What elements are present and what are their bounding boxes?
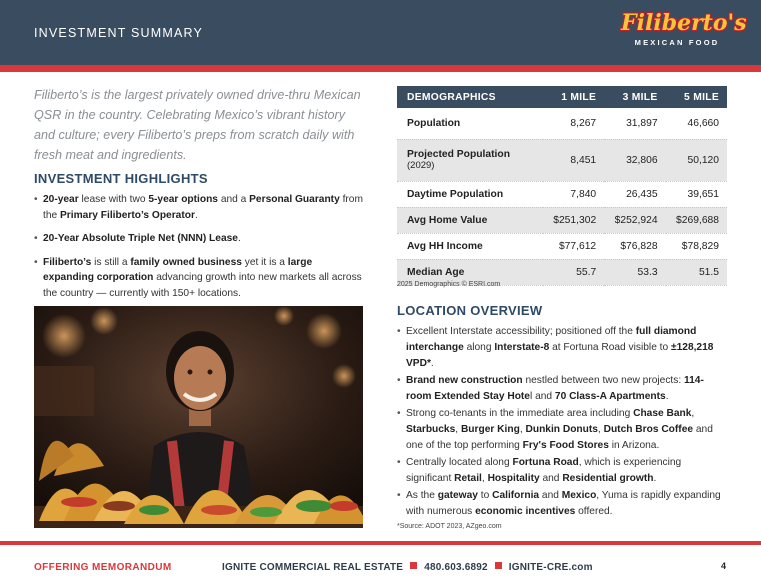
text: along: [463, 342, 495, 353]
table-cell: 32,806: [604, 139, 665, 181]
bold-text: 114-room Extended Stay Hote: [406, 375, 704, 402]
location-overview-heading: LOCATION OVERVIEW: [397, 303, 543, 318]
bold-text: Dunkin Donuts: [525, 424, 598, 435]
row-label-subtext: (2029): [407, 160, 435, 171]
text: .: [665, 391, 669, 402]
bold-text: 20-year: [43, 194, 79, 205]
bold-text: full diamond interchange: [406, 326, 697, 353]
investment-highlights-heading: INVESTMENT HIGHLIGHTS: [34, 171, 208, 186]
text: ,: [691, 408, 695, 419]
location-item: [397, 488, 727, 520]
filibertos-logo: [621, 10, 747, 58]
table-cell: 55.7: [543, 259, 604, 285]
bold-text: economic incentives: [475, 506, 576, 517]
logo-subtitle: MEXICAN FOOD: [634, 38, 720, 47]
table-cell: $77,612: [543, 233, 604, 259]
highlight-item: [34, 192, 364, 223]
table-cell: $252,924: [604, 207, 665, 233]
bold-text: Personal Guaranty: [249, 194, 340, 205]
table-cell: 39,651: [666, 181, 727, 207]
footer-company: IGNITE COMMERCIAL REAL ESTATE: [222, 562, 404, 573]
text: As the: [406, 490, 438, 501]
text: and one of the top performing: [406, 424, 713, 451]
table-cell: 51.5: [666, 259, 727, 285]
text: is still a: [91, 256, 131, 268]
bold-text: Mexico: [561, 490, 597, 501]
demographics-table: [397, 86, 727, 286]
row-label: Population: [397, 108, 543, 139]
row-label-text: Projected Population: [407, 149, 510, 160]
bold-text: Fortuna Road: [512, 457, 579, 468]
page-title: INVESTMENT SUMMARY: [34, 26, 204, 40]
highlight-item: [34, 255, 364, 302]
text: advancing growth into new markets all across the country — currently with 150+ locations.: [43, 272, 362, 299]
text: Excellent Interstate accessibility; positioned off the: [406, 326, 636, 337]
footer-accent-stripe: [0, 541, 761, 545]
page-number: 4: [721, 561, 727, 571]
location-item: [397, 373, 727, 405]
location-source-note: *Source: ADOT 2023, AZgeo.com: [397, 523, 502, 530]
bold-text: family owned business: [130, 256, 242, 268]
table-cell: 31,897: [604, 108, 665, 139]
text: to: [477, 490, 493, 501]
text: ,: [519, 424, 526, 435]
table-row: [397, 233, 727, 259]
bold-text: gateway: [437, 490, 478, 501]
demographics-source-note: 2025 Demographics © ESRI.com: [397, 281, 501, 288]
restaurant-photo: [34, 306, 363, 528]
table-cell: 50,120: [666, 139, 727, 181]
bold-text: Burger King: [460, 424, 520, 435]
text: Centrally located along: [406, 457, 513, 468]
row-label: [397, 139, 543, 181]
location-item: [397, 324, 727, 372]
text: Strong co-tenants in the immediate area including: [406, 408, 634, 419]
table-row: [397, 139, 727, 181]
row-label: Median Age: [397, 259, 543, 285]
text: in Arizona.: [608, 440, 660, 451]
text: .: [430, 358, 434, 369]
table-row: [397, 207, 727, 233]
bold-text: California: [492, 490, 540, 501]
text: ,: [597, 424, 604, 435]
row-label: Avg Home Value: [397, 207, 543, 233]
bold-text: Hospitality: [487, 473, 540, 484]
location-item: [397, 455, 727, 487]
bold-text: 70 Class-A Apartments: [554, 391, 666, 402]
table-cell: 53.3: [604, 259, 665, 285]
table-row: [397, 108, 727, 139]
text: ,: [455, 424, 461, 435]
column-header: 1 MILE: [543, 86, 604, 108]
location-overview-list: [397, 324, 727, 521]
text: , Yuma is rapidly expanding with numerous: [406, 490, 721, 517]
table-cell: 7,840: [543, 181, 604, 207]
bold-text: Residential growth: [562, 473, 654, 484]
bold-text: Brand new construction: [406, 375, 523, 386]
separator-square-icon: [495, 562, 502, 569]
bold-text: 5-year options: [148, 194, 218, 205]
table-cell: 8,267: [543, 108, 604, 139]
table-cell: $251,302: [543, 207, 604, 233]
table-cell: $269,688: [666, 207, 727, 233]
table-cell: $78,829: [666, 233, 727, 259]
text: .: [653, 473, 657, 484]
investment-highlights-list: [34, 192, 364, 309]
row-label: Daytime Population: [397, 181, 543, 207]
column-header: DEMOGRAPHICS: [397, 86, 543, 108]
text: ,: [481, 473, 488, 484]
footer-website-link[interactable]: IGNITE-CRE.com: [508, 562, 593, 573]
bold-text: Starbucks: [406, 424, 456, 435]
bold-text: Filiberto’s: [43, 256, 92, 268]
woman-with-tacos-image: [34, 306, 363, 528]
text: , which is experiencing significant: [406, 457, 682, 484]
table-cell: $76,828: [604, 233, 665, 259]
table-cell: 26,435: [604, 181, 665, 207]
bold-text: Retail: [454, 473, 482, 484]
text: yet it is a: [241, 256, 288, 268]
bold-text: large expanding corporation: [43, 256, 313, 283]
bold-text: Dutch Bros Coffee: [603, 424, 694, 435]
text: .: [194, 209, 198, 221]
text: from the: [43, 194, 363, 221]
bold-text: Chase Bank: [633, 408, 692, 419]
text: at Fortuna Road visible to: [549, 342, 672, 353]
footer-contact: [222, 562, 593, 573]
logo-wordmark: Filiberto's: [621, 10, 747, 36]
footer-phone[interactable]: 480.603.6892: [424, 562, 488, 573]
header-accent-stripe: [0, 65, 761, 72]
separator-square-icon: [410, 562, 417, 569]
page-header: [0, 0, 761, 65]
row-label: Avg HH Income: [397, 233, 543, 259]
text: nestled between two new projects:: [522, 375, 685, 386]
bold-text: ±128,218 VPD*: [406, 342, 714, 369]
bold-text: Primary Filiberto’s Operator: [60, 209, 195, 221]
text: and: [539, 473, 563, 484]
intro-paragraph: Filiberto’s is the largest privately owned drive-thru Mexican QSR in the country. Celebrating Mexico’s vibrant history and culture; every Filiberto’s preps from scratch daily with fresh meat and ingredients.: [34, 88, 361, 162]
bold-text: Fry's Food Stores: [522, 440, 609, 451]
bold-text: 20-Year Absolute Triple Net (NNN) Lease: [43, 233, 238, 244]
text: l and: [529, 391, 555, 402]
location-item: [397, 406, 727, 454]
text: and: [539, 490, 562, 501]
text: lease with two: [78, 194, 149, 205]
text: offered.: [575, 506, 613, 517]
highlight-item: [34, 231, 364, 247]
table-cell: 46,660: [666, 108, 727, 139]
column-header: 5 MILE: [666, 86, 727, 108]
footer-document-label: OFFERING MEMORANDUM: [34, 562, 172, 573]
table-cell: 8,451: [543, 139, 604, 181]
text: and a: [217, 194, 250, 205]
bold-text: Interstate-8: [494, 342, 550, 353]
table-row: [397, 181, 727, 207]
text: .: [237, 233, 241, 244]
column-header: 3 MILE: [604, 86, 665, 108]
table-header-row: [397, 86, 727, 108]
